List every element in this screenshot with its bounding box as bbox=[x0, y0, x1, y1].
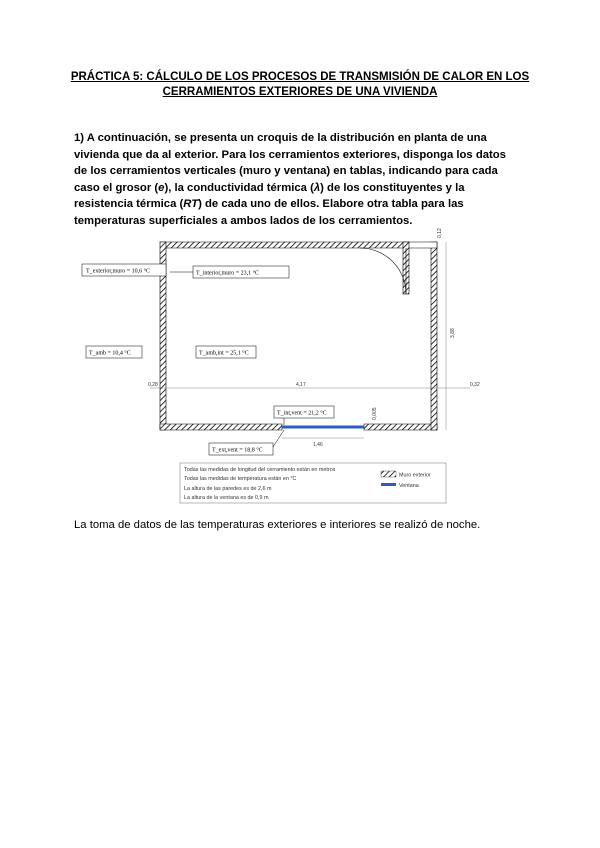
note-text: La toma de datos de las temperaturas exteriores e interiores se realizó de noche. bbox=[74, 519, 481, 531]
legend-line-3: La altura de las paredes es de 2,6 m bbox=[184, 486, 272, 492]
legend-line-4: La altura de la ventana es de 0,9 m bbox=[184, 495, 269, 501]
temp-int-vent: T_int,vent = 21,2 °C bbox=[277, 410, 327, 417]
door-swing bbox=[360, 248, 406, 294]
wall-top-left bbox=[160, 242, 406, 248]
wall-bottom-left bbox=[160, 424, 282, 430]
dim-top: 0,12 bbox=[437, 228, 443, 238]
dim-width: 4,17 bbox=[296, 382, 306, 388]
temp-int-muro: T_interior,muro = 23,1 °C bbox=[196, 270, 260, 277]
dim-wall-left: 0,28 bbox=[148, 382, 158, 388]
dim-window-length: 1,46 bbox=[313, 442, 323, 448]
wall-top-right-stub bbox=[406, 242, 437, 248]
legend-line-1: Todas las medidas de longitud del cerramiento están en metros bbox=[184, 467, 336, 473]
legend-window-swatch bbox=[381, 483, 396, 486]
e-symbol: e bbox=[158, 181, 165, 194]
question-text-4: ) de cada uno de ellos. Elabore otra tabla para las temperaturas superficiales a ambos lados de los cerramientos. bbox=[74, 198, 464, 227]
wall-bottom-right bbox=[364, 424, 437, 430]
dim-wall-right: 0,32 bbox=[470, 382, 480, 388]
dim-height: 3,88 bbox=[450, 328, 456, 338]
question-number: 1) bbox=[74, 132, 85, 144]
temp-ext-muro: T_exterior,muro = 10,6 °C bbox=[86, 268, 151, 275]
pointer-ext-vent bbox=[273, 430, 284, 447]
wall-right bbox=[431, 242, 437, 430]
question-text-1: A continuación, se presenta un croquis de la distribución en planta de una vivienda que da al exterior. Para los cerramientos exteriores, disponga los datos de los cerramientos verticales (muro y ventana) en tablas, indicando para cada caso el grosor ( bbox=[74, 132, 506, 194]
temp-amb-ext: T_amb = 10,4 °C bbox=[89, 350, 131, 357]
legend-line-2: Todas las medidas de temperatura están en °C bbox=[184, 476, 297, 482]
question-text-3: ) de los constituyentes y la resistencia térmica ( bbox=[74, 181, 465, 210]
lambda-symbol: λ bbox=[313, 181, 321, 194]
rt-symbol: RT bbox=[183, 198, 199, 210]
title-line-2: CERRAMIENTOS EXTERIORES DE UNA VIVIENDA bbox=[162, 86, 438, 98]
legend-wall-swatch bbox=[381, 471, 396, 477]
title-line-1: PRÁCTICA 5: CÁLCULO DE LOS PROCESOS DE TRANSMISIÓN DE CALOR EN LOS bbox=[70, 71, 530, 83]
temp-amb-int: T_amb,int = 25,1 °C bbox=[199, 350, 249, 357]
legend-window-label: Ventana bbox=[399, 483, 419, 489]
dim-window-thickness: 0,005 bbox=[372, 407, 378, 420]
question-text-2: ), la conductividad térmica ( bbox=[164, 181, 314, 194]
window bbox=[282, 426, 364, 429]
temp-ext-vent: T_ext,vent = 18,8 °C bbox=[212, 447, 263, 454]
legend-wall-label: Muro exterior bbox=[399, 472, 431, 479]
